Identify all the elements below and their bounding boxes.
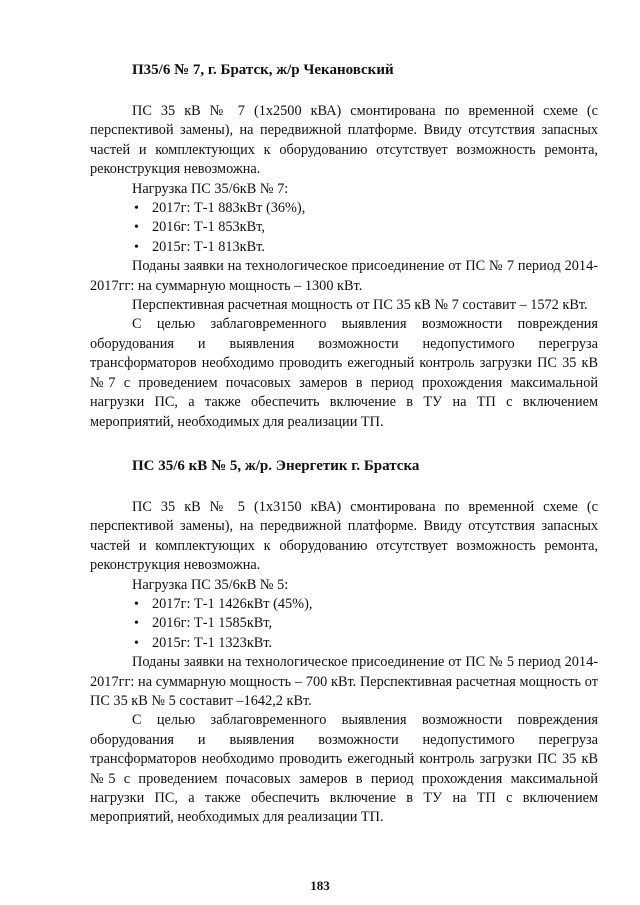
paragraph-ps5-state: ПС 35 кВ № 5 (1х3150 кВА) смонтирована по временной схеме (с перспективой замены), на передвижной платформе. Ввиду отсутствия запасных частей и комплектующих к оборудованию отсутствует возможность ремонта, реконструкция невозможна. [90,498,598,574]
load-item: • 2017г: Т-1 883кВт (36%), [138,199,598,218]
section-title-ps5: ПС 35/6 кВ № 5, ж/р. Энергетик г. Братска [132,457,420,474]
paragraph-ps5-measures: С целью заблаговременного выявления возможности повреждения оборудования и выявления возможности недопустимого перегруза трансформаторов необходимо проводить ежегодный контроль загрузки ПС 35 кВ №5 с проведением почасовых замеров в период прохождения максимальной нагрузки ПС, а также обеспечить включение в ТУ на ТП с включением мероприятий, необходимых для реализации ТП. [90,712,598,826]
load-heading-ps5: Нагрузка ПС 35/6кВ № 5: [132,576,289,593]
page-content [90,60,598,828]
paragraph-ps7-requests: Поданы заявки на технологическое присоединение от ПС № 7 период 2014-2017гг: на суммарную мощность – 1300 кВт. [90,258,598,294]
paragraph-ps5-requests: Поданы заявки на технологическое присоединение от ПС № 5 период 2014-2017гг: на суммарную мощность – 700 кВт. Перспективная расчетная мощность от ПС 35 кВ № 5 составит –1642,2 кВт. [90,654,598,709]
load-item: • 2016г: Т-1 1585кВт, [138,614,598,633]
paragraph-ps7-measures: С целью заблаговременного выявления возможности повреждения оборудования и выявления возможности недопустимого перегруза трансформаторов необходимо проводить ежегодный контроль загрузки ПС 35 кВ №7 с проведением почасовых замеров в период прохождения максимальной нагрузки ПС, а также обеспечить включение в ТУ на ТП с включением мероприятий, необходимых для реализации ТП. [90,316,598,430]
load-heading-ps7: Нагрузка ПС 35/6кВ № 7: [132,180,289,197]
paragraph-ps7-state: ПС 35 кВ № 7 (1х2500 кВА) смонтирована по временной схеме (с перспективой замены), на передвижной платформе. Ввиду отсутствия запасных частей и комплектующих к оборудованию отсутствует возможность ремонта, реконструкция невозможна. [90,103,598,178]
load-item: • 2015г: Т-1 1323кВт. [138,634,598,653]
load-list-ps5 [90,595,598,653]
load-list-ps7 [90,199,598,257]
load-item: • 2016г: Т-1 853кВт, [138,218,598,237]
page-number: 183 [310,878,330,893]
load-item: • 2015г: Т-1 813кВт. [138,238,598,257]
paragraph-ps7-prospective: Перспективная расчетная мощность от ПС 35 кВ № 7 составит – 1572 кВт. [132,297,588,314]
load-item: • 2017г: Т-1 1426кВт (45%), [138,595,598,614]
section-title-ps7: П35/6 № 7, г. Братск, ж/р Чекановский [132,62,394,78]
